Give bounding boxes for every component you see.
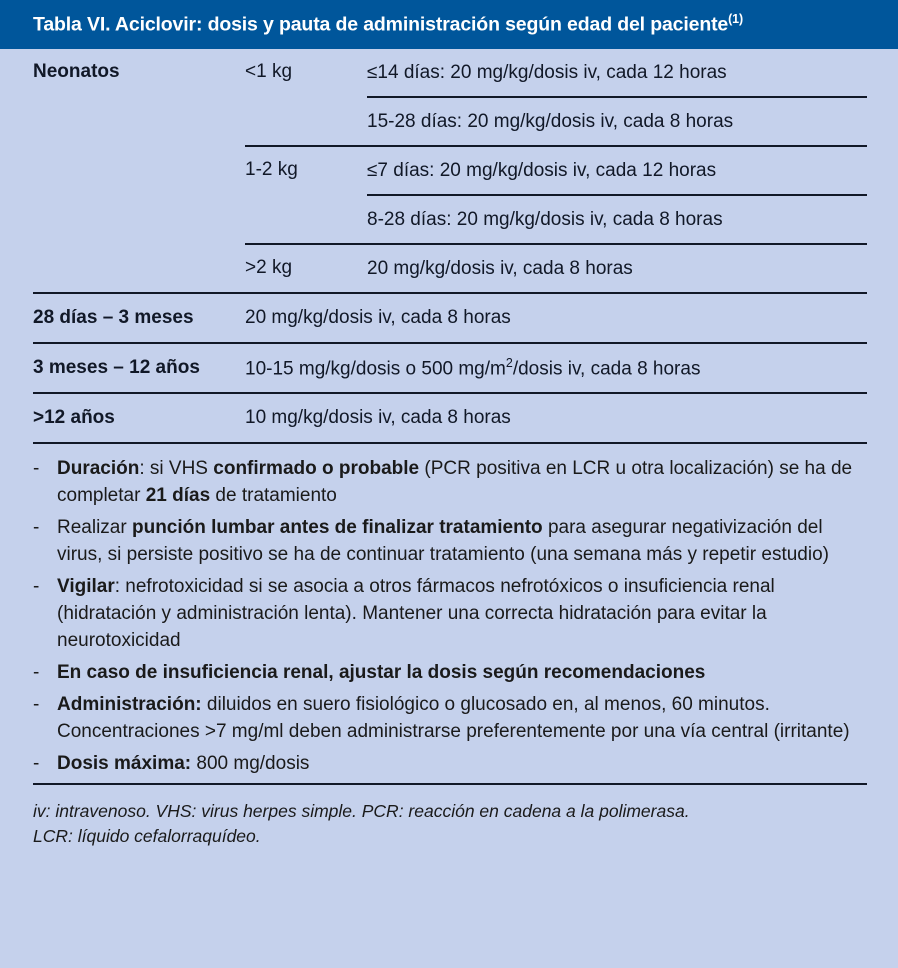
bullet-dash-icon: -	[33, 458, 40, 479]
dose-stack	[367, 49, 898, 145]
dose-value	[245, 356, 898, 380]
list-item	[33, 750, 865, 777]
table-section-neonatos	[0, 49, 898, 292]
footnote-line: LCR: líquido cefalorraquídeo.	[33, 826, 261, 846]
note-text: En caso de insuficiencia renal, ajustar la dosis según recomendaciones	[57, 662, 706, 683]
dose-line: 20 mg/kg/dosis iv, cada 8 horas	[367, 257, 633, 279]
dose-stack	[367, 245, 898, 292]
age-group-label: 28 días – 3 meses	[33, 307, 194, 328]
table-row	[0, 394, 898, 442]
dose-text-tail: /dosis iv, cada 8 horas	[512, 358, 701, 380]
notes-list	[0, 444, 898, 777]
table-row	[0, 344, 898, 392]
dose-text: 10-15 mg/kg/dosis o 500 mg/m	[245, 358, 506, 380]
dose-value	[245, 407, 898, 429]
note-text: Vigilar: nefrotoxicidad si se asocia a otros fármacos nefrotóxicos o insuficiencia renal (hidratación y administración lenta). Mantener una correcta hidratación para evitar la neurotoxicidad	[57, 576, 775, 651]
table-row	[0, 294, 898, 342]
table-title	[33, 12, 743, 37]
note-text: Dosis máxima: 800 mg/dosis	[57, 753, 310, 774]
list-item	[33, 691, 865, 745]
bullet-dash-icon: -	[33, 576, 40, 597]
weight-group	[245, 147, 898, 243]
table-title-superscript: (1)	[728, 12, 743, 27]
dose-line: 8-28 días: 20 mg/kg/dosis iv, cada 8 horas	[367, 208, 723, 230]
footnote-line: iv: intravenoso. VHS: virus herpes simple. PCR: reacción en cadena a la polimerasa.	[33, 801, 690, 821]
dose-superscript: 2	[505, 355, 513, 370]
footnote	[0, 785, 898, 849]
weight-group	[245, 245, 898, 292]
table-title-text: Tabla VI. Aciclovir: dosis y pauta de administración según edad del paciente	[33, 13, 729, 36]
age-group-label: 3 meses – 12 años	[33, 357, 200, 378]
bullet-dash-icon: -	[33, 517, 40, 538]
table-body	[0, 49, 898, 849]
dose-value	[245, 307, 898, 329]
neonatos-weight-groups	[245, 49, 898, 292]
bullet-dash-icon: -	[33, 662, 40, 683]
dose-line: 15-28 días: 20 mg/kg/dosis iv, cada 8 horas	[367, 110, 734, 132]
table-header	[0, 0, 898, 49]
dose-text: 10 mg/kg/dosis iv, cada 8 horas	[245, 407, 511, 428]
note-text: Duración: si VHS confirmado o probable (PCR positiva en LCR u otra localización) se ha de completar 21 días de tratamiento	[57, 458, 853, 506]
dose-line: ≤7 días: 20 mg/kg/dosis iv, cada 12 horas	[367, 159, 717, 181]
note-text: Realizar punción lumbar antes de finalizar tratamiento para asegurar negativización del virus, si persiste positivo se ha de continuar tratamiento (una semana más y repetir estudio)	[57, 517, 829, 565]
dose-line: ≤14 días: 20 mg/kg/dosis iv, cada 12 horas	[367, 61, 727, 83]
weight-label: <1 kg	[245, 61, 293, 82]
age-group-label-neonatos: Neonatos	[33, 61, 120, 82]
dose-text: 20 mg/kg/dosis iv, cada 8 horas	[245, 307, 511, 328]
list-item	[33, 514, 865, 568]
list-item	[33, 573, 865, 654]
weight-label: 1-2 kg	[245, 159, 298, 180]
bullet-dash-icon: -	[33, 694, 40, 715]
list-item	[33, 455, 865, 509]
list-item	[33, 659, 865, 686]
weight-group	[245, 49, 898, 145]
note-text: Administración: diluidos en suero fisiológico o glucosado en, al menos, 60 minutos. Concentraciones >7 mg/ml deben administrarse preferentemente por una vía central (irritante)	[57, 694, 850, 742]
bullet-dash-icon: -	[33, 753, 40, 774]
age-group-label: >12 años	[33, 407, 115, 428]
weight-label: >2 kg	[245, 257, 293, 278]
dose-stack	[367, 147, 898, 243]
